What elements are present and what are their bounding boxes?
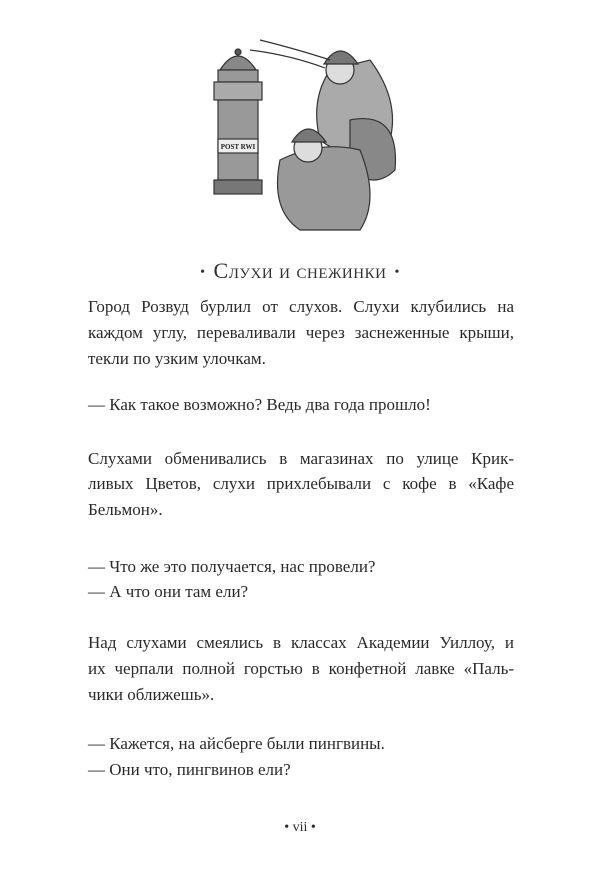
text-line: Слухами обменивались в магазинах по улице Крик- <box>88 449 514 468</box>
page-number <box>0 820 600 836</box>
chapter-title-text: Слухи и снежинки <box>213 258 387 283</box>
text-line: ливых Цветов, слухи прихлебывали с кофе в «Кафе <box>88 474 514 493</box>
page-bullet-left: • <box>284 820 290 835</box>
page-bullet-right: • <box>310 820 316 835</box>
chapter-title <box>0 258 600 284</box>
text-line: чики оближешь». <box>88 685 215 704</box>
title-bullet-left: • <box>200 264 206 280</box>
dialogue-line: — Как такое возможно? Ведь два года прошло! <box>88 395 431 414</box>
dialogue-line: — Кажется, на айсберге были пингвины. <box>88 734 385 753</box>
dialogue-line: — А что они там ели? <box>88 582 249 601</box>
text-line: Бельмон». <box>88 500 163 519</box>
text-line: текли по узким улочкам. <box>88 349 266 368</box>
chapter-illustration <box>200 30 420 240</box>
dialogue-line: — Они что, пингвинов ели? <box>88 760 291 779</box>
title-bullet-right: • <box>394 264 400 280</box>
text-line: Город Розвуд бурлил от слухов. Слухи клубились на <box>88 297 514 316</box>
mailbox-sign: POST RWI <box>220 143 256 151</box>
page-number-text: vii <box>292 820 308 835</box>
dialogue-line: — Что же это получается, нас провели? <box>88 557 376 576</box>
text-line: Над слухами смеялись в классах Академии Уиллоу, и <box>88 633 514 652</box>
text-line: их черпали полной горстью в конфетной лавке «Паль- <box>88 659 514 678</box>
text-line: каждом углу, переваливали через заснеженные крыши, <box>88 323 514 342</box>
